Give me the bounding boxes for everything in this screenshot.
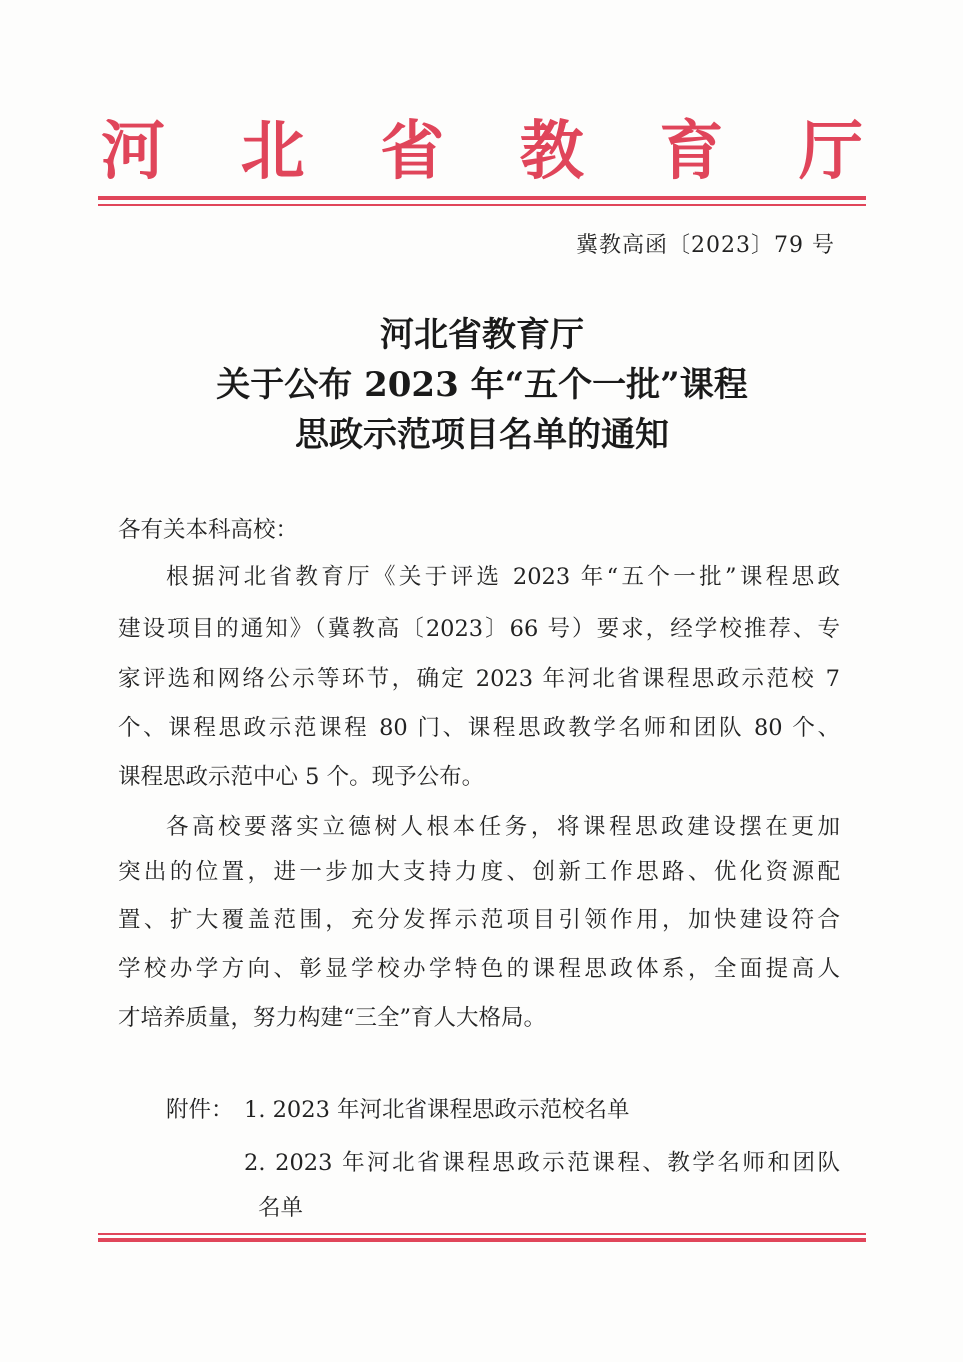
- masthead: [98, 108, 866, 196]
- document-number: 冀教高函〔2023〕79 号: [576, 233, 835, 258]
- paragraph-2-line: 置、扩大覆盖范围，充分发挥示范项目引领作用，加快建设符合: [118, 907, 840, 933]
- paragraph-2-line: 突出的位置，进一步加大支持力度、创新工作思路、优化资源配: [118, 859, 840, 885]
- paragraph-1-line: 根据河北省教育厅《关于评选 2023 年“五个一批”课程思政: [166, 564, 840, 590]
- paragraph-2-line: 学校办学方向、彰显学校办学特色的课程思政体系，全面提高人: [118, 956, 840, 982]
- attachment-item-2: 2. 2023 年河北省课程思政示范课程、教学名师和团队: [244, 1150, 840, 1176]
- footer-rule-thick: [98, 1238, 866, 1242]
- masthead-char: 省: [380, 114, 445, 189]
- masthead-char: 北: [240, 114, 305, 189]
- attachments-label: 附件：: [166, 1097, 234, 1123]
- paragraph-1-line: 建设项目的通知》（冀教高〔2023〕66 号）要求，经学校推荐、专: [118, 616, 840, 642]
- paragraph-2-line: 才培养质量，努力构建“三全”育人大格局。: [118, 1005, 547, 1031]
- title-line-2: 关于公布 2023 年“五个一批”课程: [216, 365, 748, 405]
- header-rule-thin: [98, 204, 866, 206]
- paragraph-1-line: 家评选和网络公示等环节，确定 2023 年河北省课程思政示范校 7: [118, 666, 840, 692]
- masthead-char: 教: [519, 114, 584, 189]
- attachment-item-1: 1. 2023 年河北省课程思政示范校名单: [244, 1097, 630, 1123]
- paragraph-1-line: 个、课程思政示范课程 80 门、课程思政教学名师和团队 80 个、: [118, 715, 840, 741]
- header-rule-thick: [98, 196, 866, 200]
- addressee: 各有关本科高校：: [118, 517, 299, 543]
- paragraph-1-line: 课程思政示范中心 5 个。现予公布。: [118, 764, 485, 790]
- attachment-item-2-continued: 名单: [258, 1195, 304, 1221]
- paragraph-2-line: 各高校要落实立德树人根本任务，将课程思政建设摆在更加: [166, 814, 840, 840]
- footer-rule-thin: [98, 1233, 866, 1235]
- masthead-char: 河: [101, 114, 165, 189]
- masthead-char: 育: [659, 114, 724, 189]
- title-line-3: 思政示范项目名单的通知: [295, 415, 669, 455]
- masthead-char: 厅: [798, 114, 863, 189]
- title-line-1: 河北省教育厅: [380, 315, 584, 355]
